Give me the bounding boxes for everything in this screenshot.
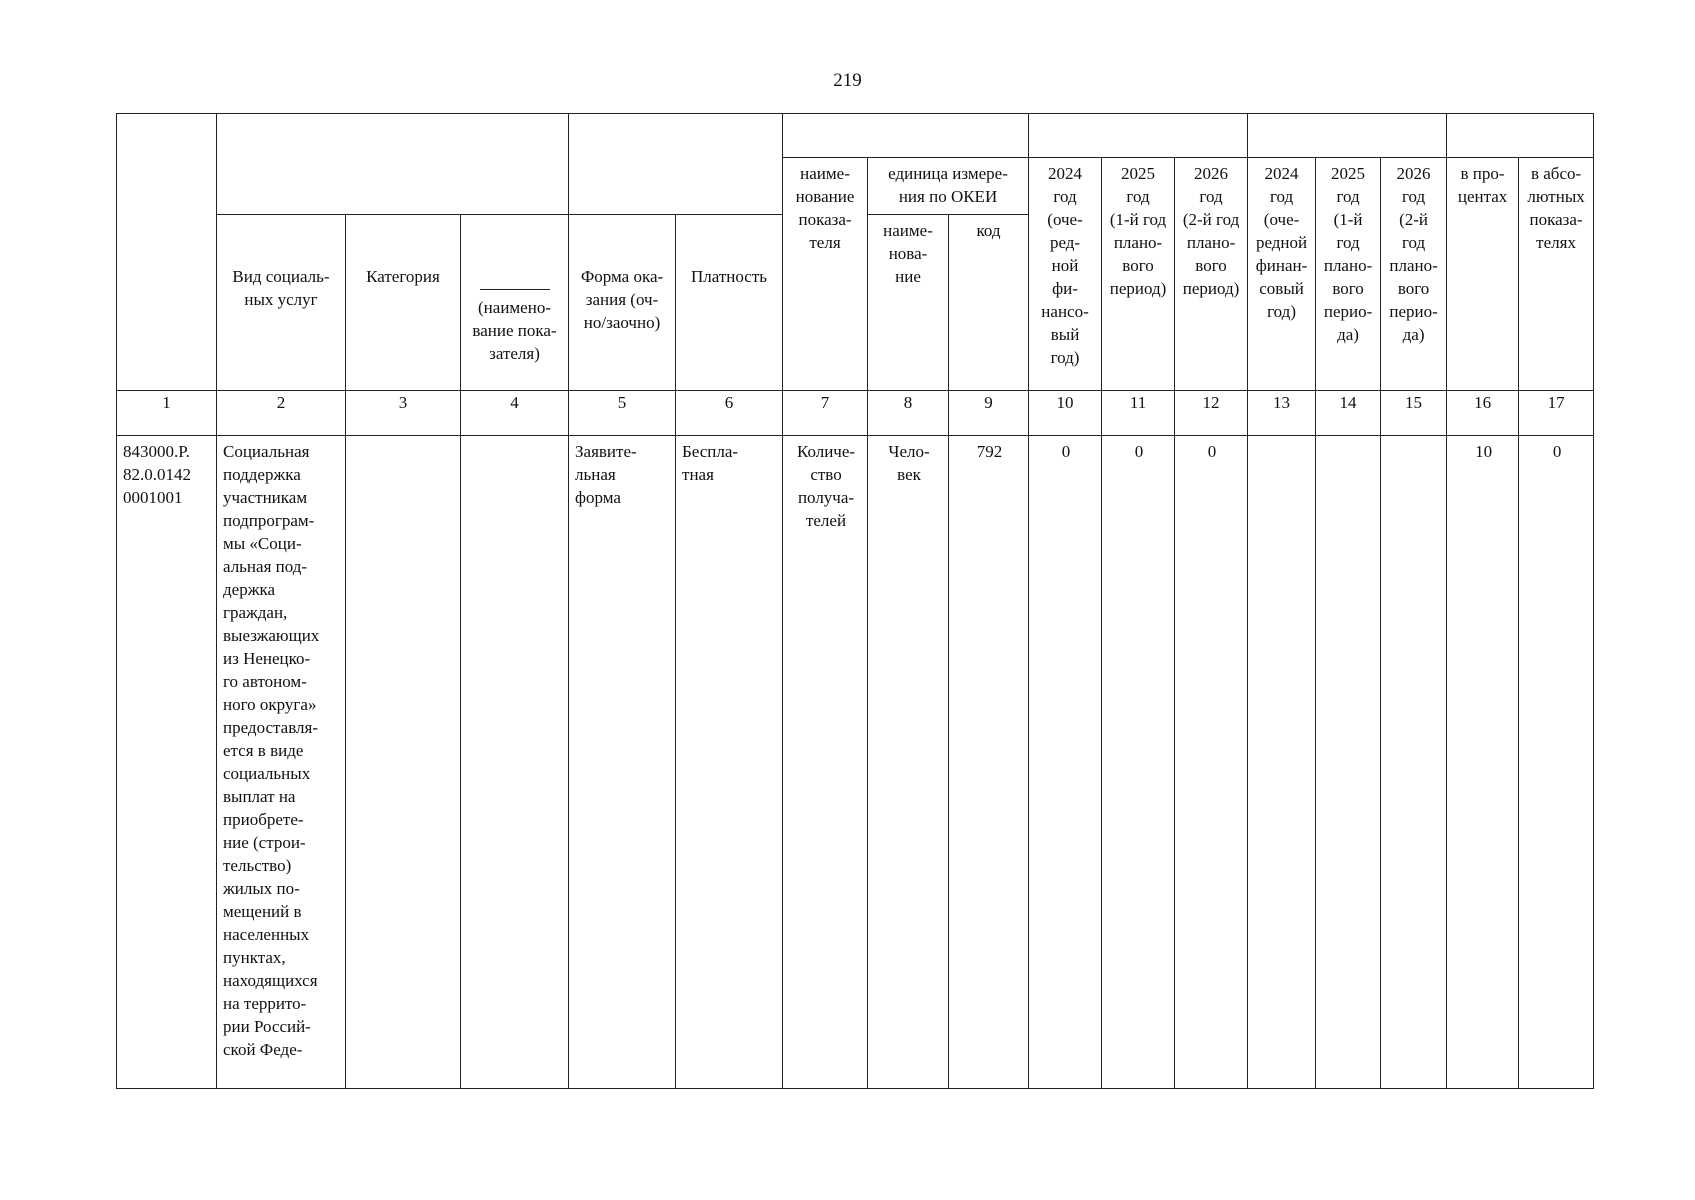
header-col4	[461, 215, 569, 391]
header-col15	[1381, 158, 1447, 391]
colnum-17: 17	[1519, 391, 1594, 436]
cell-deviation-absolute: 0	[1519, 436, 1594, 1089]
header-col17-label: в абсо- лютных показа- телях	[1527, 164, 1585, 252]
header-col13-label: 2024 год (оче- редной финан- совый год)	[1255, 164, 1308, 321]
blank-underline	[480, 275, 550, 290]
header-group-content	[217, 114, 569, 215]
cell-payment: Бесплa- тная	[676, 436, 783, 1089]
cell-value-2024: 0	[1029, 436, 1102, 1089]
colnum-7: 7	[783, 391, 868, 436]
header-col3	[346, 215, 461, 391]
header-col14	[1316, 158, 1381, 391]
header-col16-label: в про- центах	[1457, 164, 1508, 206]
cell-service: Социальная поддержка участникам подпрограм- мы «Соци- альная под- держка граждан, выезжающих из Ненецко- го автоном- ного округа» предоставля- ется в виде социальных выплат на приобрете- ние (строи- тельство) жилых по- мещений в населенных пунктах, находящихся на террито- рии Россий- ской Феде-	[217, 436, 346, 1089]
colnum-9: 9	[949, 391, 1029, 436]
header-group-deviations	[1447, 114, 1594, 158]
header-group-conditions	[569, 114, 783, 215]
header-col2-label: Вид социаль- ных услуг	[232, 267, 330, 309]
cell-value-2025: 0	[1102, 436, 1175, 1089]
cell-unit-name: Чело- век	[868, 436, 949, 1089]
cell-price-2025	[1316, 436, 1381, 1089]
colnum-11: 11	[1102, 391, 1175, 436]
header-col15-label: 2026 год (2-й год плано- вого перио- да)	[1389, 164, 1438, 344]
colnum-16: 16	[1447, 391, 1519, 436]
header-col6	[676, 215, 783, 391]
colnum-12: 12	[1175, 391, 1248, 436]
header-col5	[569, 215, 676, 391]
cell-indicator-name: Количе- ство получа- телей	[783, 436, 868, 1089]
header-col6-label: Платность	[690, 267, 768, 286]
cell-price-2026	[1381, 436, 1447, 1089]
colnum-5: 5	[569, 391, 676, 436]
cell-unit-code: 792	[949, 436, 1029, 1089]
header-col12-label: 2026 год (2-й год плано- вого период)	[1182, 164, 1240, 298]
header-col1	[117, 114, 217, 391]
colnum-10: 10	[1029, 391, 1102, 436]
cell-value-2026: 0	[1175, 436, 1248, 1089]
colnum-3: 3	[346, 391, 461, 436]
cell-code: 843000.Р. 82.0.0142 0001001	[117, 436, 217, 1089]
header-col4-label: (наимено- вание пока- зателя)	[472, 298, 557, 363]
header-col5-label: Форма ока- зания (оч- но/заочно)	[580, 267, 664, 332]
header-indicator-name	[783, 158, 868, 391]
header-col8-label: наиме- нова- ние	[883, 221, 933, 286]
page-number: 219	[833, 70, 862, 91]
header-col7-label: наиме- нование показа- теля	[795, 164, 855, 252]
header-unit-group	[868, 158, 1029, 215]
colnum-1: 1	[117, 391, 217, 436]
colnum-13: 13	[1248, 391, 1316, 436]
colnum-6: 6	[676, 391, 783, 436]
header-col14-label: 2025 год (1-й год плано- вого перио- да)	[1323, 164, 1373, 344]
header-col2	[217, 215, 346, 391]
table-row	[117, 436, 1594, 1089]
header-col17	[1519, 158, 1594, 391]
header-col16	[1447, 158, 1519, 391]
colnum-4: 4	[461, 391, 569, 436]
header-unit-group-label: единица измере- ния по ОКЕИ	[888, 164, 1008, 206]
header-group-values	[1029, 114, 1248, 158]
indicator-table	[116, 113, 1594, 1089]
colnum-8: 8	[868, 391, 949, 436]
header-col12	[1175, 158, 1248, 391]
header-col9	[949, 215, 1029, 391]
header-group-indicator	[783, 114, 1029, 158]
colnum-2: 2	[217, 391, 346, 436]
header-col8	[868, 215, 949, 391]
column-number-row	[117, 391, 1594, 436]
header-col10-label: 2024 год (оче- ред- ной фи- нансо- вый год)	[1041, 164, 1089, 367]
header-group-prices	[1248, 114, 1447, 158]
header-col11-label: 2025 год (1-й год плано- вого период)	[1109, 164, 1167, 298]
header-col10	[1029, 158, 1102, 391]
cell-indicator4	[461, 436, 569, 1089]
cell-form: Заявите- льная форма	[569, 436, 676, 1089]
cell-deviation-percent: 10	[1447, 436, 1519, 1089]
header-col9-label: код	[976, 221, 1001, 240]
cell-category	[346, 436, 461, 1089]
colnum-15: 15	[1381, 391, 1447, 436]
colnum-14: 14	[1316, 391, 1381, 436]
cell-price-2024	[1248, 436, 1316, 1089]
header-col13	[1248, 158, 1316, 391]
header-col11	[1102, 158, 1175, 391]
header-col3-label: Категория	[366, 267, 440, 286]
